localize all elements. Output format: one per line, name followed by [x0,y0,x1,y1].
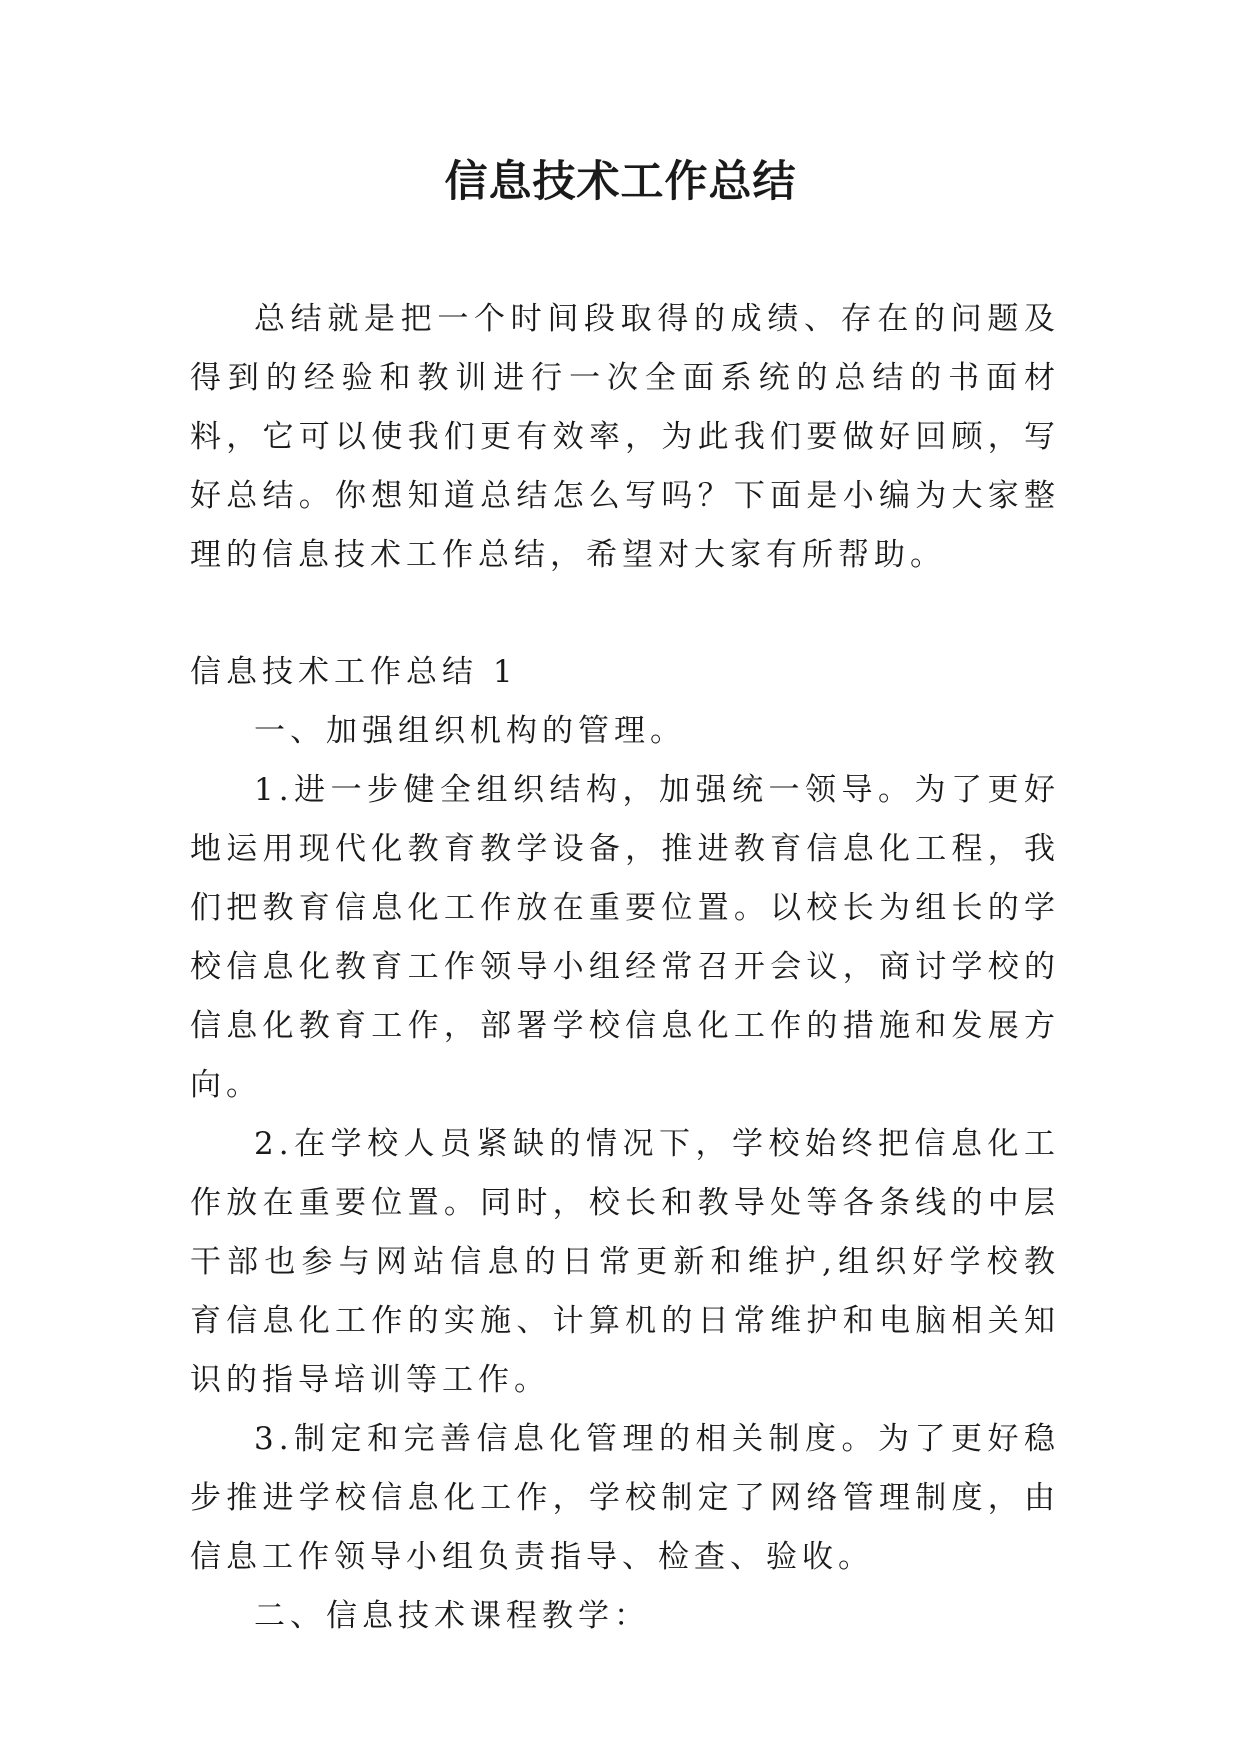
section-heading: 信息技术工作总结 1 [190,654,518,690]
part2-heading: 二、信息技术课程教学： [254,1598,650,1634]
item1-paragraph: 1.进一步健全组织结构，加强统一领导。为了更好地运用现代化教育教学设备，推进教育信息化工程，我们把教育信息化工作放在重要位置。以校长为组长的学校信息化教育工作领导小组经常召开会议，商讨学校的信息化教育工作，部署学校信息化工作的措施和发展方向。 [190,772,1060,1103]
item3-paragraph: 3.制定和完善信息化管理的相关制度。为了更好稳步推进学校信息化工作，学校制定了网络管理制度，由信息工作领导小组负责指导、检查、验收。 [190,1421,1060,1575]
item2-paragraph: 2.在学校人员紧缺的情况下，学校始终把信息化工作放在重要位置。同时，校长和教导处等各条线的中层干部也参与网站信息的日常更新和维护,组织好学校教育信息化工作的实施、计算机的日常维护和电脑相关知识的指导培训等工作。 [190,1126,1060,1398]
document-body [190,290,1060,1646]
document-title: 信息技术工作总结 [444,157,797,207]
intro-paragraph: 总结就是把一个时间段取得的成绩、存在的问题及得到的经验和教训进行一次全面系统的总结的书面材料，它可以使我们更有效率，为此我们要做好回顾，写好总结。你想知道总结怎么写吗？下面是小编为大家整理的信息技术工作总结，希望对大家有所帮助。 [190,301,1060,573]
part1-heading: 一、加强组织机构的管理。 [254,713,686,749]
